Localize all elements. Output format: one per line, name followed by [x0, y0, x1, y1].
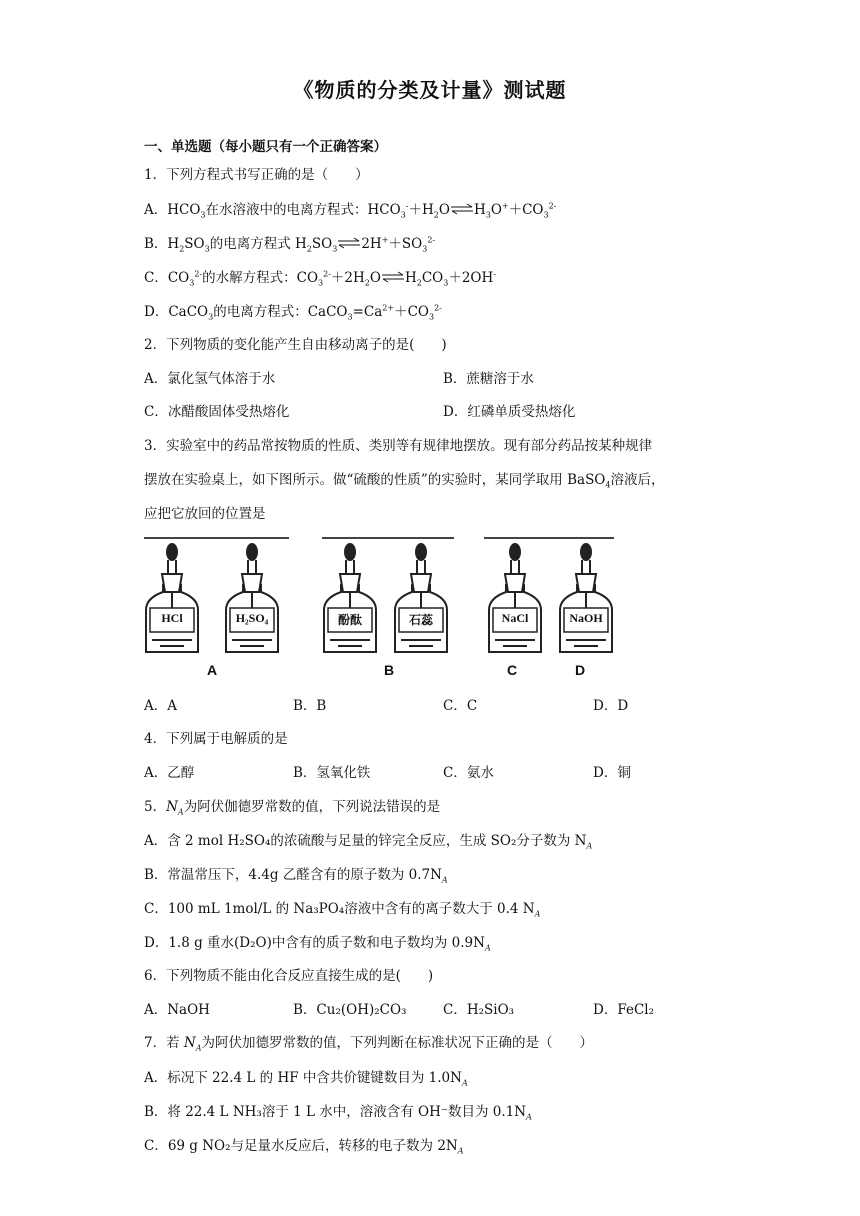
q3-option-b: B．B — [293, 698, 327, 714]
question-3-stem-line1: 3．实验室中的药品常按物质的性质、类别等有规律地摆放。现有部分药品按某种规律 — [144, 438, 653, 454]
page-title: 《物质的分类及计量》测试题 — [293, 78, 567, 102]
bottle-label-naoh: NaOH — [569, 611, 603, 625]
q6-option-d: D．FeCl₂ — [593, 1002, 655, 1018]
bottle-label-phenolphthalein: 酚酞 — [337, 613, 362, 627]
bottle-h2so4 — [226, 543, 278, 652]
bottle-phenolphthalein — [324, 543, 376, 652]
bottle-litmus — [395, 543, 447, 652]
question-1-stem: 1．下列方程式书写正确的是（ ） — [144, 167, 369, 183]
q4-option-a: A．乙醇 — [144, 765, 195, 781]
bottle-label-litmus: 石蕊 — [408, 613, 433, 627]
section-heading: 一、单选题（每小题只有一个正确答案） — [144, 139, 387, 155]
group-label-d: D — [575, 662, 586, 678]
q5-option-d: D．1.8 g 重水(D₂O)中含有的质子数和电子数均为 $0.9N_A$ — [144, 935, 491, 953]
group-label-c: C — [507, 662, 518, 678]
q2-option-c: C．冰醋酸固体受热熔化 — [144, 404, 290, 420]
q2-option-d: D．红磷单质受热熔化 — [443, 404, 576, 420]
q3-option-a: A．A — [144, 698, 177, 714]
q6-option-c: C．H₂SiO₃ — [443, 1002, 515, 1018]
q7-option-c: C．69 g NO₂与足量水反应后，转移的电子数为 $2N_A$ — [144, 1138, 464, 1156]
q6-option-b: B．Cu₂(OH)₂CO₃ — [293, 1002, 407, 1018]
question-4-stem: 4．下列属于电解质的是 — [144, 731, 288, 747]
q5-option-a: A．含 2 mol H₂SO₄的浓硫酸与足量的锌完全反应，生成 SO₂分子数为 $N_A$ — [144, 833, 593, 851]
question-5-stem: 5．$N_A$为阿伏伽德罗常数的值，下列说法错误的是 — [144, 799, 441, 817]
q4-option-b: B．氢氧化铁 — [293, 765, 371, 781]
q7-option-a: A．标况下 22.4 L 的 HF 中含共价键键数目为 $1.0N_A$ — [144, 1070, 468, 1088]
q4-option-c: C．氨水 — [443, 765, 494, 781]
q3-option-d: D．D — [593, 698, 629, 714]
q6-option-a: A．NaOH — [144, 1002, 210, 1018]
bottle-hcl — [146, 543, 198, 652]
q1-option-d: D．CaCO$_3$的电离方程式：$CaCO_3=Ca^{2+}+CO_3^{2-}$ — [144, 303, 442, 322]
q2-option-a: A．氯化氢气体溶于水 — [144, 371, 276, 387]
group-label-a: A — [207, 662, 218, 678]
q3-option-c: C．C — [443, 698, 478, 714]
question-2-stem: 2．下列物质的变化能产生自由移动离子的是( ) — [144, 337, 447, 353]
equilibrium-arrow-icon — [381, 271, 405, 283]
bottle-nacl — [489, 543, 541, 652]
q7-option-b: B．将 22.4 L NH₃溶于 1 L 水中，溶液含有 OH⁻数目为 $0.1N_A$ — [144, 1104, 532, 1122]
group-label-b: B — [384, 662, 395, 678]
q5-option-c: C．100 mL 1mol/L 的 Na₃PO₄溶液中含有的离子数大于 0.4 $N_A$ — [144, 901, 541, 919]
q5-option-b: B．常温常压下，4.4g 乙醛含有的原子数为 $0.7N_A$ — [144, 867, 448, 885]
q1-option-a: A．$HCO_3$在水溶液中的电离方程式：$HCO_3^-+H_2O$ $H_3O^++CO_3^{2-}$ — [144, 201, 557, 220]
question-3-stem-line3: 应把它放回的位置是 — [144, 506, 266, 522]
reagent-bottles-figure — [144, 534, 614, 684]
bottle-label-h2so4: H₂SO₄ — [235, 611, 269, 625]
question-7-stem: 7．若 $N_A$为阿伏加德罗常数的值，下列判断在标准状况下正确的是（ ） — [144, 1035, 593, 1053]
question-3-stem-line2: 摆放在实验桌上，如下图所示。做“硫酸的性质”的实验时，某同学取用 BaSO$_4$溶液后， — [144, 472, 665, 490]
bottle-naoh — [560, 543, 612, 652]
q1-option-c: C．$CO_3^{2-}$的水解方程式：$CO_3^{2-}+2H_2O$ $H_2CO_3+2OH^-$ — [144, 269, 496, 288]
q4-option-d: D．铜 — [593, 765, 631, 781]
equilibrium-arrow-icon — [337, 237, 361, 249]
question-6-stem: 6．下列物质不能由化合反应直接生成的是( ) — [144, 968, 434, 984]
q1-option-b: B．$H_2SO_3$的电离方程式 $H_2SO_3$ $2H^++SO_3^{2-}$ — [144, 235, 436, 254]
bottle-label-hcl: HCl — [161, 611, 183, 625]
q2-option-b: B．蔗糖溶于水 — [443, 371, 534, 387]
bottle-label-nacl: NaCl — [501, 611, 529, 625]
equilibrium-arrow-icon — [450, 203, 474, 215]
